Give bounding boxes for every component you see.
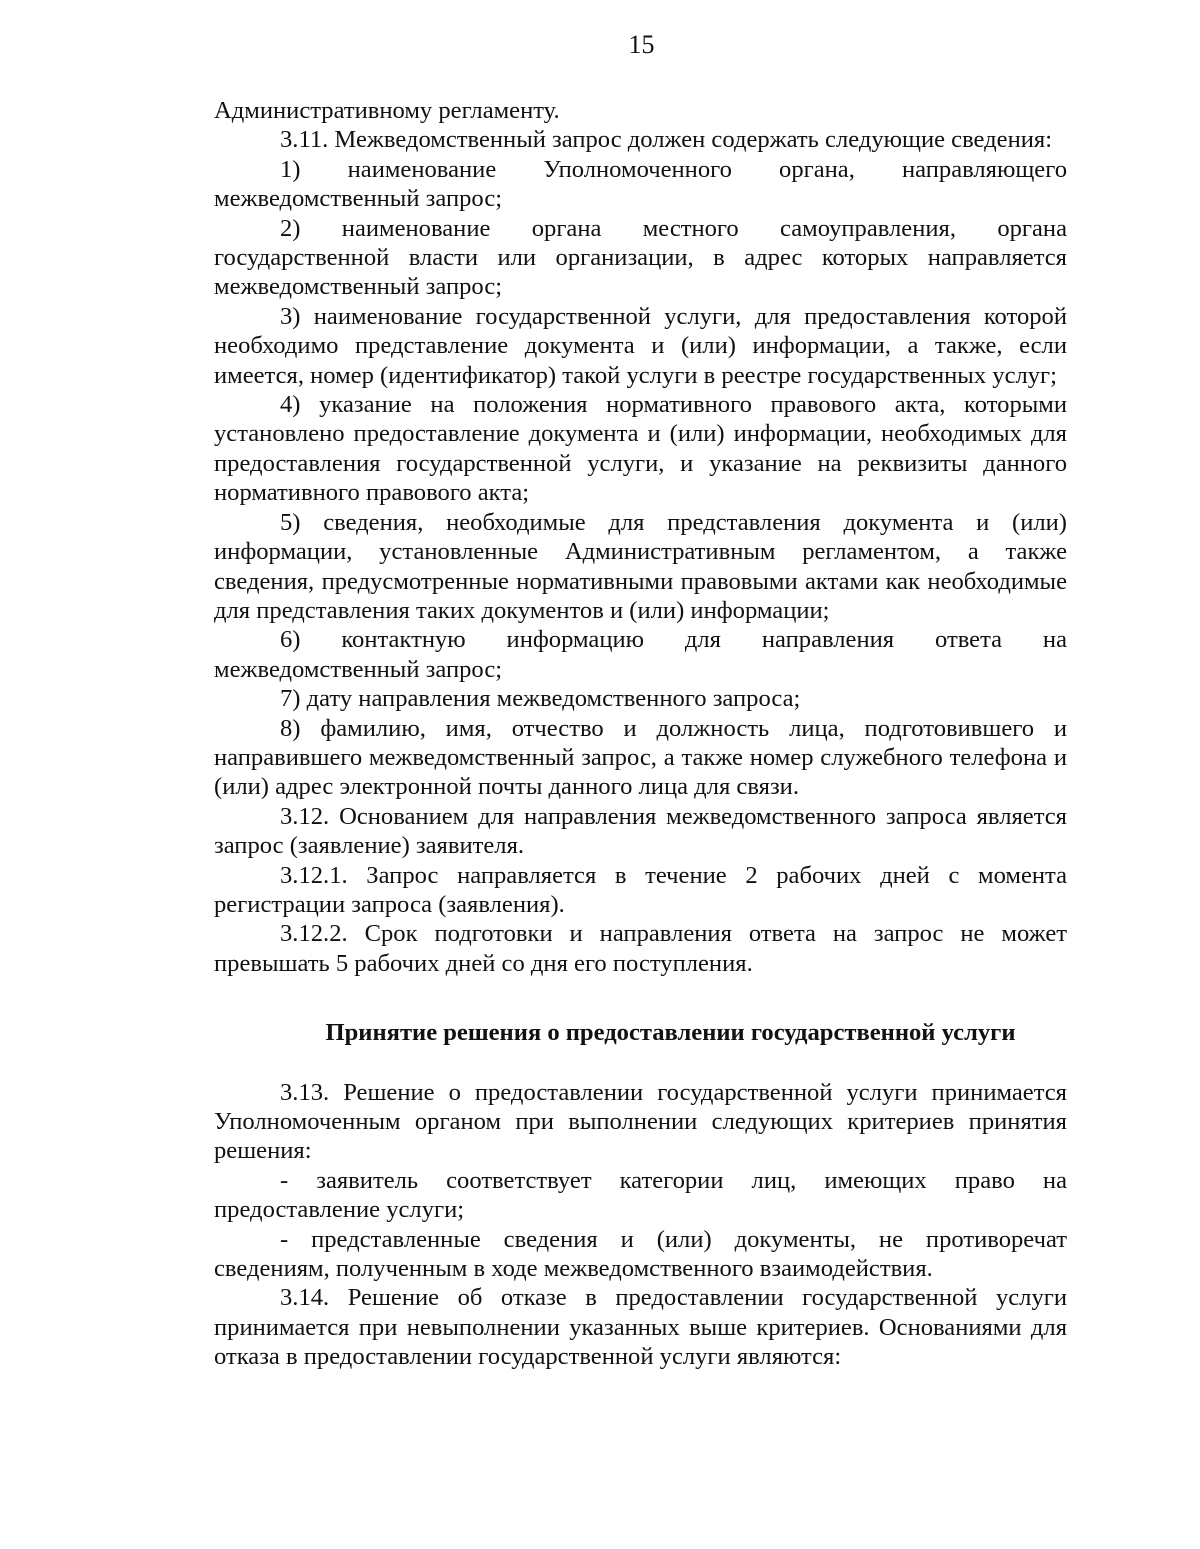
list-item-8: 8) фамилию, имя, отчество и должность лица, подготовившего и направившего межведомственный запрос, а также номер служебного телефона и (или) адрес электронной почты данного лица для связи.	[214, 714, 1067, 801]
list-item-5: 5) сведения, необходимые для представления документа и (или) информации, установленные Административным регламентом, а также сведения, предусмотренные нормативными правовыми актами как необходимые для представления таких документов и (или) информации;	[214, 508, 1067, 624]
paragraph-3-12: 3.12. Основанием для направления межведомственного запроса является запрос (заявление) заявителя.	[214, 802, 1067, 860]
list-item-4: 4) указание на положения нормативного правового акта, которыми установлено предоставление документа и (или) информации, необходимых для предоставления государственной услуги, и указание на реквизиты данного нормативного правового акта;	[214, 391, 1067, 507]
paragraph-3-12-2: 3.12.2. Срок подготовки и направления ответа на запрос не может превышать 5 рабочих дней со дня его поступления.	[214, 920, 1067, 977]
paragraph-3-14: 3.14. Решение об отказе в предоставлении государственной услуги принимается при невыполнении указанных выше критериев. Основаниями для отказа в предоставлении государственной услуги являются:	[214, 1284, 1067, 1371]
paragraph-3-11: 3.11. Межведомственный запрос должен содержать следующие сведения:	[280, 126, 1053, 154]
list-item-3: 3) наименование государственной услуги, для предоставления которой необходимо представление документа и (или) информации, а также, если имеется, номер (идентификатор) такой услуги в реестре государственных услуг;	[214, 302, 1067, 389]
document-body	[214, 96, 1067, 1372]
criterion-item-2: - представленные сведения и (или) документы, не противоречат сведениям, полученным в ходе межведомственного взаимодействия.	[214, 1225, 1067, 1283]
paragraph-3-13: 3.13. Решение о предоставлении государственной услуги принимается Уполномоченным органом при выполнении следующих критериев принятия решения:	[214, 1078, 1067, 1165]
list-item-6: 6) контактную информацию для направления ответа на межведомственный запрос;	[214, 626, 1067, 683]
list-item-1: 1) наименование Уполномоченного органа, направляющего межведомственный запрос;	[214, 155, 1067, 213]
section-heading: Принятие решения о предоставлении государственной услуги	[325, 1019, 1016, 1047]
list-item-7: 7) дату направления межведомственного запроса;	[280, 685, 801, 713]
paragraph-continuation: Административному регламенту.	[214, 97, 560, 124]
page-number: 15	[628, 30, 655, 59]
paragraph-3-12-1: 3.12.1. Запрос направляется в течение 2 рабочих дней с момента регистрации запроса (заявления).	[214, 861, 1067, 918]
criterion-item-1: - заявитель соответствует категории лиц, имеющих право на предоставление услуги;	[214, 1166, 1067, 1224]
list-item-2: 2) наименование органа местного самоуправления, органа государственной власти или организации, в адрес которых направляется межведомственный запрос;	[214, 214, 1067, 301]
